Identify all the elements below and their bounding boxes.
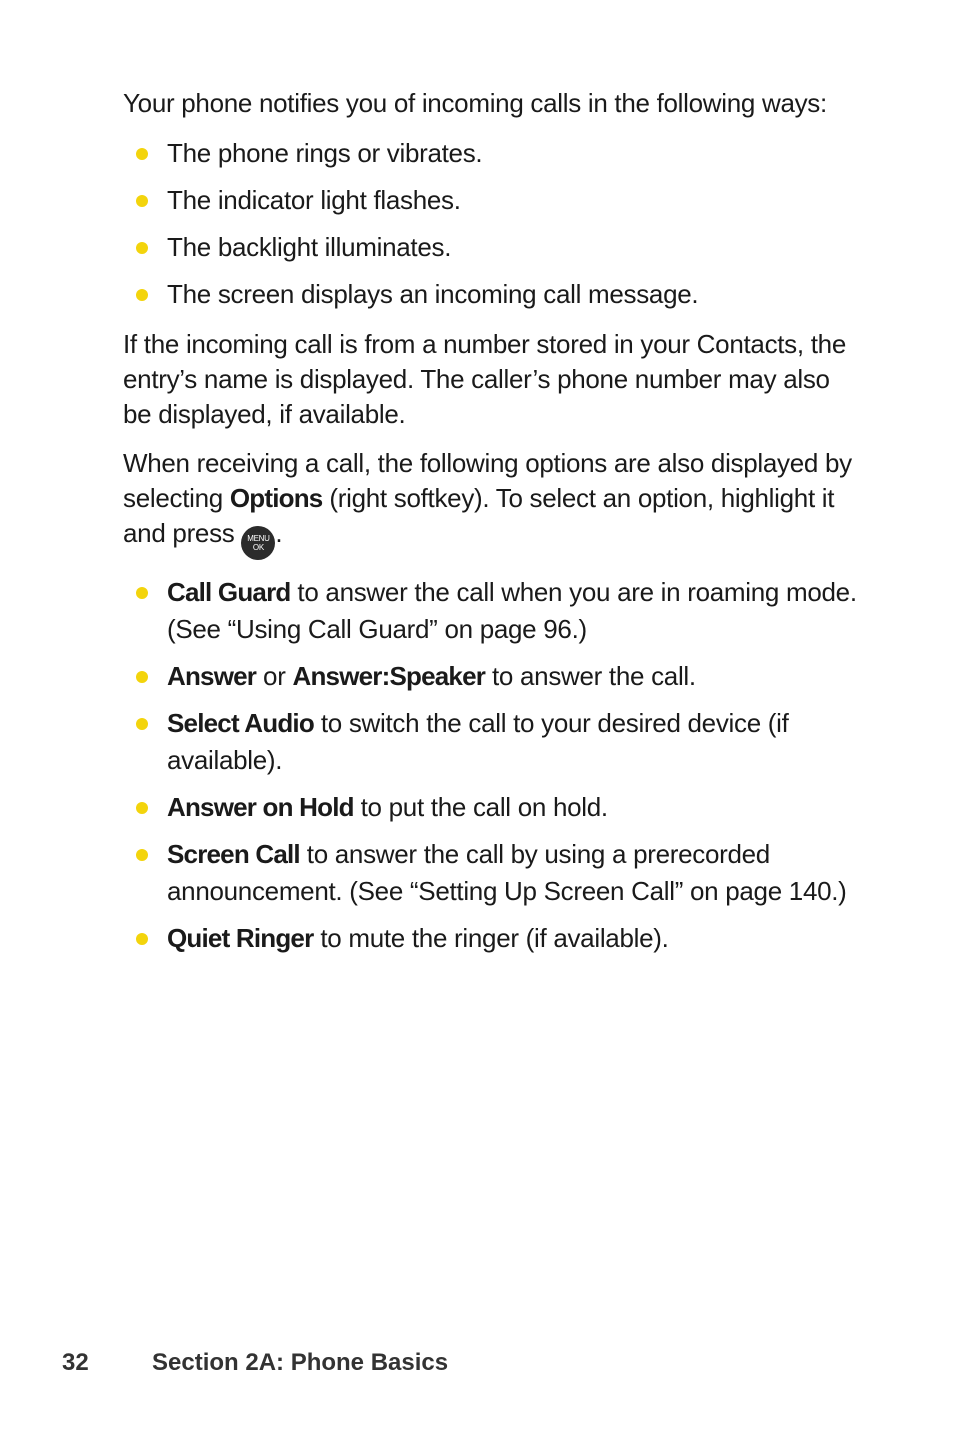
list-item: The backlight illuminates. (123, 229, 863, 266)
section-title: Section 2A: Phone Basics (152, 1349, 449, 1376)
page-footer (62, 1349, 449, 1377)
list-item: The screen displays an incoming call message. (123, 276, 863, 313)
options-list (123, 574, 863, 957)
bullet-icon (136, 289, 148, 301)
list-item: The phone rings or vibrates. (123, 135, 863, 172)
list-item: The indicator light flashes. (123, 182, 863, 219)
bullet-icon (136, 587, 148, 599)
list-item: Answer or Answer:Speaker to answer the call. (123, 658, 863, 695)
bullet-icon (136, 148, 148, 160)
list-item: Screen Call to answer the call by using a prerecorded announcement. (See “Setting Up Screen Call” on page 140.) (123, 836, 863, 910)
list-item: Call Guard to answer the call when you are in roaming mode. (See “Using Call Guard” on page 96.) (123, 574, 863, 648)
bullet-icon (136, 718, 148, 730)
bullet-icon (136, 195, 148, 207)
list-item: Answer on Hold to put the call on hold. (123, 789, 863, 826)
list-item: Select Audio to switch the call to your desired device (if available). (123, 705, 863, 779)
contacts-paragraph: If the incoming call is from a number stored in your Contacts, the entry’s name is displayed. The caller’s phone number may also be displayed, if available. (123, 329, 846, 429)
intro-paragraph: Your phone notifies you of incoming calls in the following ways: (123, 88, 827, 118)
bullet-icon (136, 849, 148, 861)
page-body (123, 86, 863, 971)
bullet-icon (136, 242, 148, 254)
bullet-icon (136, 802, 148, 814)
options-paragraph: When receiving a call, the following options are also displayed by selecting Options (right softkey). To select an option, highlight it and press MENU OK . (123, 446, 863, 560)
bullet-icon (136, 933, 148, 945)
list-item: Quiet Ringer to mute the ringer (if available). (123, 920, 863, 957)
page-number: 32 (62, 1349, 89, 1376)
menu-ok-key-icon: MENU OK (241, 526, 275, 560)
notification-list (123, 135, 863, 313)
options-term: Options (229, 483, 323, 513)
bullet-icon (136, 671, 148, 683)
